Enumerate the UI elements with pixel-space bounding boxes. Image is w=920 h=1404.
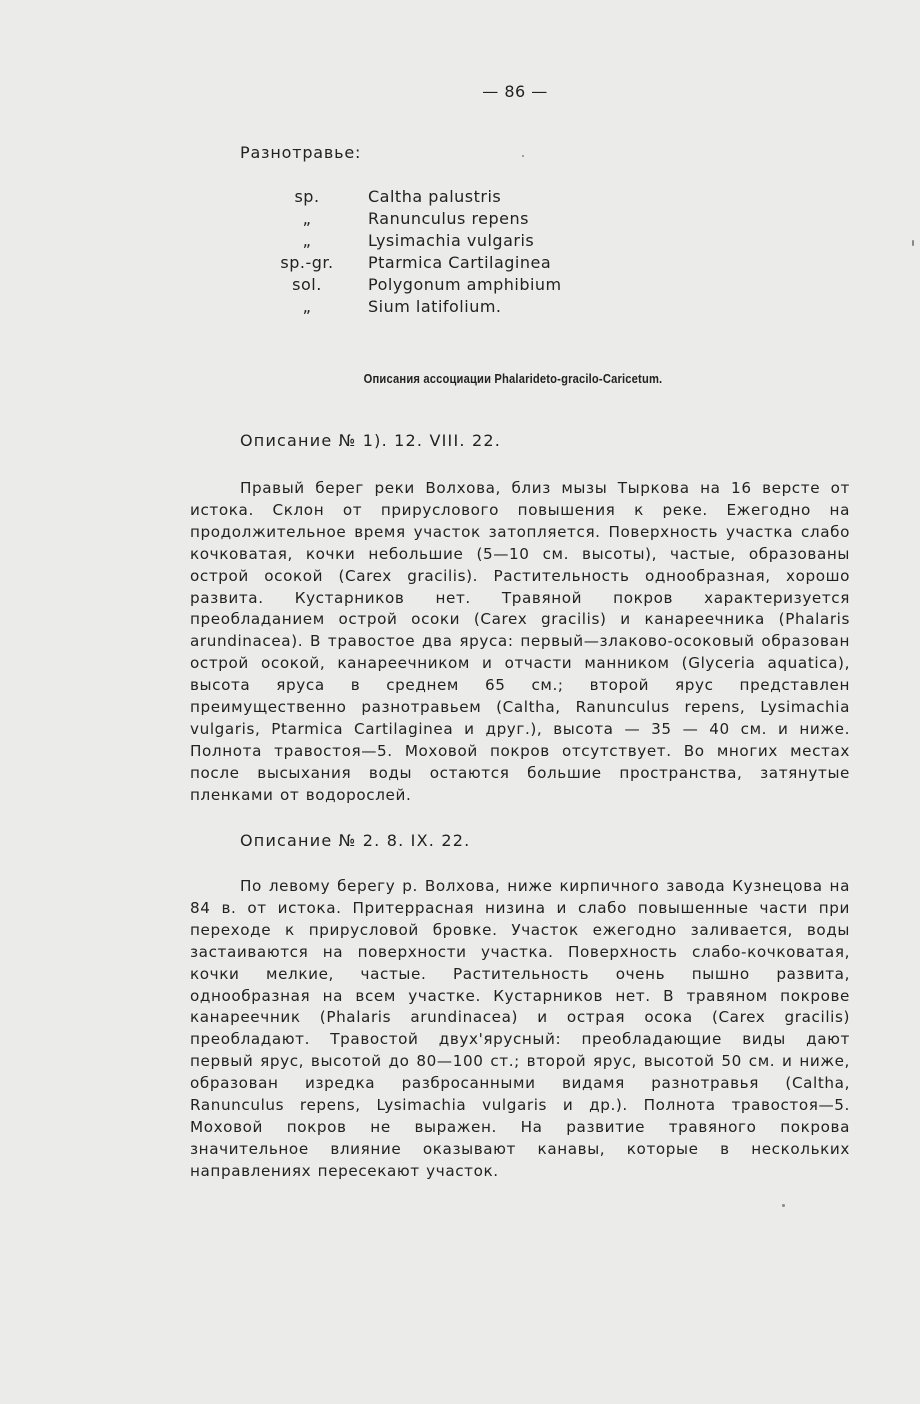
- species-row: [268, 230, 628, 252]
- species-row: [268, 208, 628, 230]
- description-1-text: Правый берег реки Волхова, близ мызы Тыркова на 16 версте от истока. Склон от прируслового повышения к реке. Ежегодно на продолжительное время участок затопляется. Поверхность участка слабо кочковатая, кочки небольшие (5—10 см. высоты), частые, образованы острой осокой (Carex gracilis). Растительность однообразная, хорошо развита. Кустарников нет. Травяной покров характеризуется преобладанием острой осоки (Carex gracilis) и канареечника (Phalaris arundinacea). В травостое два яруса: первый—злаково-осоковый образован острой осокой, канареечником и отчасти манником (Glyceria aquatica), высота яруса в среднем 65 см.; второй ярус представлен преимущественно разнотравьем (Caltha, Ranunculus repens, Lysimachia vulgaris, Ptarmica Cartilaginea и друг.), высота — 35 — 40 см. и ниже. Полнота травостоя—5. Моховой покров отсутствует. Во многих местах после высыхания воды остаются большие пространства, затянутые пленками от водорослей.: [190, 479, 850, 804]
- raznotravye-heading: Разнотравье:: [240, 143, 362, 162]
- description-1-heading: Описание № 1). 12. VIII. 22.: [240, 431, 502, 450]
- paper-speck: [782, 1204, 785, 1207]
- abundance-mark: „: [302, 209, 312, 228]
- abundance-mark: sp.-gr.: [280, 253, 334, 272]
- species-name: Ranunculus repens: [368, 209, 529, 228]
- species-row: [268, 186, 628, 208]
- paper-speck: [912, 240, 914, 246]
- description-2-heading: Описание № 2. 8. IX. 22.: [240, 831, 471, 850]
- abundance-mark: „: [302, 231, 312, 250]
- description-2-text: По левому берегу р. Волхова, ниже кирпичного завода Кузнецова на 84 в. от истока. Притеррасная низина и слабо повышенные части при переходе к прирусловой бровке. Участок ежегодно заливается, воды застаиваются на поверхности участка. Поверхность слабо-кочковатая, кочки мелкие, частые. Растительность очень пышно развита, однообразная на всем участке. Кустарников нет. В травяном покрове канареечник (Phalaris arundinacea) и острая осока (Carex gracilis) преобладают. Травостой двух'ярусный: преобладающие виды дают первый ярус, высотой до 80—100 ст.; второй ярус, высотой 50 см. и ниже, образован изредка разбросанными видамя разнотравья (Caltha, Ranunculus repens, Lysimachia vulgaris и др.). Полнота травостоя—5. Моховой покров не выражен. На развитие травяного покрова значительное влияние оказывают канавы, которые в нескольких направлениях пересекают участок.: [190, 877, 850, 1180]
- page-number: — 86 —: [482, 82, 548, 101]
- species-name: Sium latifolium.: [368, 297, 502, 316]
- abundance-mark: sp.: [294, 187, 320, 206]
- abundance-mark: „: [302, 297, 312, 316]
- species-list: [268, 186, 628, 318]
- species-row: [268, 274, 628, 296]
- species-name: Lysimachia vulgaris: [368, 231, 535, 250]
- species-name: Caltha palustris: [368, 187, 502, 206]
- abundance-mark: sol.: [292, 275, 322, 294]
- species-row: [268, 252, 628, 274]
- species-row: [268, 296, 628, 318]
- species-name: Ptarmica Cartilaginea: [368, 253, 552, 272]
- paper-speck: [522, 155, 524, 157]
- species-name: Polygonum amphibium: [368, 275, 562, 294]
- association-title: Описания ассоциации Phalarideto-gracilo-Caricetum.: [363, 371, 663, 386]
